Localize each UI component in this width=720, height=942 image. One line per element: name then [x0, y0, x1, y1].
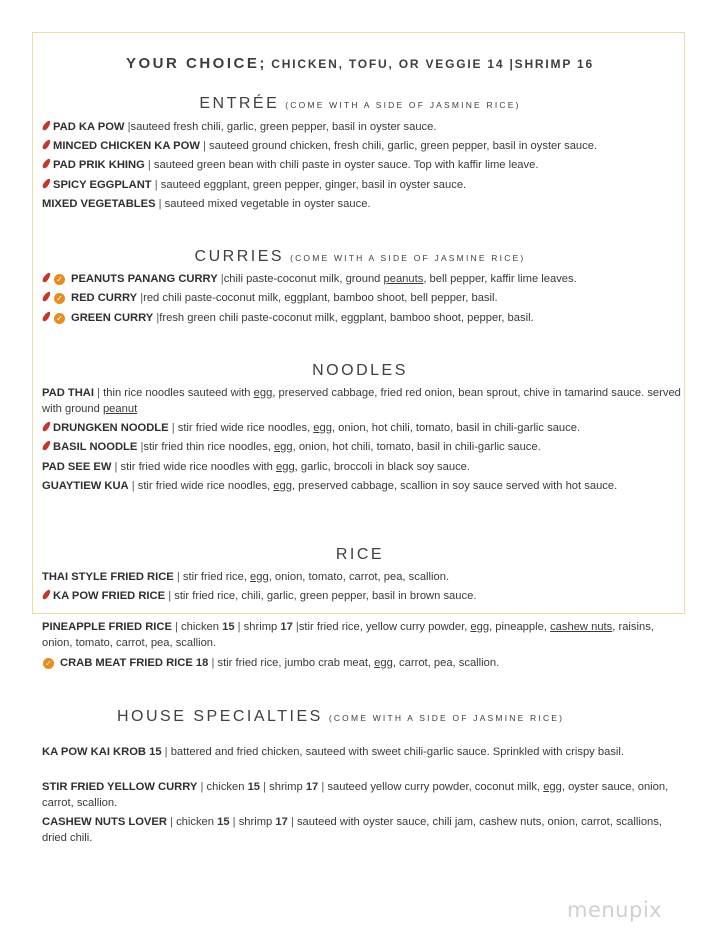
chili-icon — [41, 421, 51, 433]
item-name: GREEN CURRY — [71, 312, 154, 324]
price-value: 17 — [305, 781, 319, 793]
house-note: (COME WITH A SIDE OF JASMINE RICE) — [328, 713, 565, 723]
price-label: chicken — [181, 621, 223, 633]
item-desc: , raisins, onion, tomato, carrot, pea, scallion. — [42, 621, 654, 649]
item-desc-underlined: egg — [313, 422, 332, 434]
choice-prices: CHICKEN, TOFU, OR VEGGIE 14 |SHRIMP 16 — [271, 57, 594, 71]
item-desc: sauteed green bean with chili paste in oyster sauce. Top with kaffir lime leave. — [153, 159, 539, 171]
item-name: KA POW KAI KROB 15 — [42, 746, 162, 758]
item-desc: , preserved cabbage, fried red onion, bean sprout, chive in tamarind sauce. served with ground — [42, 387, 681, 415]
menu-item: SPICY EGGPLANT | sauteed eggplant, green pepper, ginger, basil in oyster sauce. — [42, 177, 682, 193]
item-name: RED CURRY — [71, 292, 138, 304]
curries-title: CURRIES — [194, 248, 285, 265]
price-label: chicken — [176, 816, 218, 828]
entree-note: (COME WITH A SIDE OF JASMINE RICE) — [285, 100, 521, 110]
item-desc-underlined: peanuts — [383, 273, 424, 285]
item-desc: sauteed eggplant, green pepper, ginger, basil in oyster sauce. — [160, 179, 467, 191]
chili-icon — [41, 139, 51, 151]
item-name: PAD KA POW — [53, 121, 125, 133]
item-name: BASIL NOODLE — [53, 441, 138, 453]
price-label: shrimp — [243, 621, 281, 633]
menu-item: ✓ CRAB MEAT FRIED RICE 18 | stir fried rice, jumbo crab meat, egg, carrot, pea, scallion. — [42, 655, 682, 671]
chili-icon — [41, 440, 51, 452]
item-desc: stir fried rice, yellow curry powder, — [298, 621, 471, 633]
curries-note: (COME WITH A SIDE OF JASMINE RICE) — [290, 253, 526, 263]
item-name: STIR FRIED YELLOW CURRY — [42, 781, 198, 793]
menu-item: ✓ PEANUTS PANANG CURRY |chili paste-coconut milk, ground peanuts, bell pepper, kaffir lime leaves. — [42, 271, 682, 287]
menu-item: KA POW FRIED RICE | stir fried rice, chili, garlic, green pepper, basil in brown sauce. — [42, 588, 682, 604]
item-name: CRAB MEAT FRIED RICE 18 — [60, 657, 209, 669]
item-desc-underlined: cashew nuts — [550, 621, 613, 633]
item-desc: fresh green chili paste-coconut milk, eggplant, bamboo shoot, pepper, basil. — [159, 312, 534, 324]
menu-item: PAD THAI | thin rice noodles sauteed with egg, preserved cabbage, fried red onion, bean sprout, chive in tamarind sauce. served with ground peanut — [42, 387, 681, 415]
choice-headline — [0, 55, 720, 73]
entree-title: ENTRÉE — [199, 95, 280, 112]
item-desc: , onion, tomato, carrot, pea, scallion. — [268, 571, 450, 583]
item-name: CASHEW NUTS LOVER — [42, 816, 167, 828]
item-name: THAI STYLE FRIED RICE — [42, 571, 174, 583]
item-desc: stir fried thin rice noodles, — [143, 441, 274, 453]
price-value: 15 — [247, 781, 261, 793]
menu-item: ✓ GREEN CURRY |fresh green chili paste-coconut milk, eggplant, bamboo shoot, pepper, basil. — [42, 310, 682, 326]
item-desc: stir fried rice, jumbo crab meat, — [217, 657, 375, 669]
menu-item: PAD PRIK KHING | sauteed green bean with chili paste in oyster sauce. Top with kaffir lime leave. — [42, 157, 682, 173]
chili-icon — [41, 158, 51, 170]
price-label: chicken — [206, 781, 248, 793]
item-desc: , onion, hot chili, tomato, basil in chili-garlic sauce. — [331, 422, 581, 434]
check-badge-icon: ✓ — [54, 313, 65, 324]
item-desc-underlined: egg — [276, 461, 295, 473]
item-name: MINCED CHICKEN KA POW — [53, 140, 200, 152]
check-badge-icon: ✓ — [54, 293, 65, 304]
entree-header — [0, 95, 720, 113]
item-name: SPICY EGGPLANT — [53, 179, 152, 191]
menu-item: GUAYTIEW KUA | stir fried wide rice noodles, egg, preserved cabbage, scallion in soy sauce served with hot sauce. — [42, 480, 618, 492]
item-desc-underlined: peanut — [102, 403, 138, 415]
item-desc: red chili paste-coconut milk, eggplant, bamboo shoot, bell pepper, basil. — [143, 292, 498, 304]
chili-icon — [41, 589, 51, 601]
menu-item: DRUNGKEN NOODLE | stir fried wide rice noodles, egg, onion, hot chili, tomato, basil in chili-garlic sauce. — [42, 420, 682, 436]
chili-icon — [41, 120, 51, 132]
house-title: HOUSE SPECIALTIES — [117, 708, 323, 725]
price-label: shrimp — [269, 781, 306, 793]
item-desc: , bell pepper, kaffir lime leaves. — [423, 273, 577, 285]
menu-item: PAD KA POW |sauteed fresh chili, garlic, green pepper, basil in oyster sauce. — [42, 119, 682, 135]
menu-item: KA POW KAI KROB 15 | battered and fried chicken, sauteed with sweet chili-garlic sauce. Sprinkled with crispy basil. — [42, 746, 624, 758]
item-desc-underlined: egg — [273, 441, 293, 453]
item-desc-underlined: egg — [253, 387, 273, 399]
menu-item: MINCED CHICKEN KA POW | sauteed ground chicken, fresh chili, garlic, green pepper, basil in oyster sauce. — [42, 138, 682, 154]
menupix-watermark: menupix — [567, 898, 663, 922]
menu-item: ✓ RED CURRY |red chili paste-coconut milk, eggplant, bamboo shoot, bell pepper, basil. — [42, 290, 682, 306]
item-desc: stir fried wide rice noodles with — [120, 461, 276, 473]
item-name: MIXED VEGETABLES — [42, 198, 156, 210]
item-name: DRUNGKEN NOODLE — [53, 422, 169, 434]
chili-icon — [41, 178, 51, 190]
chili-icon — [41, 272, 51, 284]
price-label: shrimp — [238, 816, 276, 828]
item-desc: stir fried wide rice noodles, — [177, 422, 314, 434]
item-name: PAD PRIK KHING — [53, 159, 145, 171]
item-desc: stir fried rice, chili, garlic, green pepper, basil in brown sauce. — [174, 590, 477, 602]
item-desc: sauteed yellow curry powder, coconut milk, — [327, 781, 544, 793]
item-desc-underlined: egg — [250, 571, 269, 583]
menu-item: BASIL NOODLE |stir fried thin rice noodles, egg, onion, hot chili, tomato, basil in chili-garlic sauce. — [42, 439, 682, 455]
chili-icon — [41, 311, 51, 323]
item-desc-underlined: egg — [470, 621, 490, 633]
rice-title: RICE — [335, 546, 385, 563]
item-desc: , preserved cabbage, scallion in soy sauce served with hot sauce. — [291, 480, 618, 492]
item-desc: , garlic, broccoli in black soy sauce. — [294, 461, 471, 473]
item-desc: , onion, hot chili, tomato, basil in chili-garlic sauce. — [292, 441, 541, 453]
item-desc: thin rice noodles sauteed with — [103, 387, 254, 399]
price-value: 15 — [217, 816, 230, 828]
curries-header — [0, 248, 720, 266]
rice-header — [0, 546, 720, 564]
item-name: GUAYTIEW KUA — [42, 480, 129, 492]
menu-item: PINEAPPLE FRIED RICE | chicken 15 | shrimp 17 |stir fried rice, yellow curry powder, egg, pineapple, cashew nuts, raisins, onion, tomato, carrot, pea, scallion. — [42, 621, 654, 649]
item-desc: chili paste-coconut milk, ground — [223, 273, 384, 285]
house-header — [117, 708, 717, 726]
price-value: 15 — [222, 621, 235, 633]
item-desc: sauteed with oyster sauce, chili jam, cashew nuts, onion, carrot, scallions, dried chili. — [42, 816, 662, 844]
item-desc: sauteed ground chicken, fresh chili, garlic, green pepper, basil in oyster sauce. — [209, 140, 598, 152]
item-desc: , oyster sauce, onion, carrot, scallion. — [42, 781, 669, 809]
item-name: PAD THAI — [42, 387, 94, 399]
item-desc-underlined: egg — [273, 480, 292, 492]
check-badge-icon: ✓ — [43, 658, 54, 669]
item-name: PINEAPPLE FRIED RICE — [42, 621, 172, 633]
noodles-title: NOODLES — [312, 362, 408, 379]
price-value: 17 — [275, 816, 288, 828]
price-value: 17 — [280, 621, 293, 633]
item-name: KA POW FRIED RICE — [53, 590, 166, 602]
item-desc: sauteed mixed vegetable in oyster sauce. — [164, 198, 371, 210]
check-badge-icon: ✓ — [54, 274, 65, 285]
item-desc: sauteed fresh chili, garlic, green pepper, basil in oyster sauce. — [130, 121, 437, 133]
item-desc-underlined: egg — [374, 657, 393, 669]
menu-item: STIR FRIED YELLOW CURRY | chicken 15 | shrimp 17 | sauteed yellow curry powder, coconut milk, egg, oyster sauce, onion, carrot, scallion. — [42, 781, 669, 809]
item-desc: stir fried rice, — [182, 571, 251, 583]
chili-icon — [41, 291, 51, 303]
item-name: PAD SEE EW — [42, 461, 112, 473]
item-desc: battered and fried chicken, sauteed with sweet chili-garlic sauce. Sprinkled with crispy basil. — [170, 746, 624, 758]
noodles-header — [0, 362, 720, 380]
menu-item: THAI STYLE FRIED RICE | stir fried rice, egg, onion, tomato, carrot, pea, scallion. — [42, 571, 450, 583]
item-desc: , carrot, pea, scallion. — [392, 657, 500, 669]
menu-item: CASHEW NUTS LOVER | chicken 15 | shrimp 17 | sauteed with oyster sauce, chili jam, cashew nuts, onion, carrot, scallions, dried chili. — [42, 816, 662, 844]
menu-item: MIXED VEGETABLES | sauteed mixed vegetable in oyster sauce. — [42, 198, 371, 210]
item-name: PEANUTS PANANG CURRY — [71, 273, 218, 285]
item-desc: stir fried wide rice noodles, — [137, 480, 274, 492]
menu-item: PAD SEE EW | stir fried wide rice noodles with egg, garlic, broccoli in black soy sauce. — [42, 461, 471, 473]
choice-label: YOUR CHOICE; — [126, 55, 267, 72]
item-desc-underlined: egg — [543, 781, 562, 793]
item-desc: , pineapple, — [489, 621, 551, 633]
